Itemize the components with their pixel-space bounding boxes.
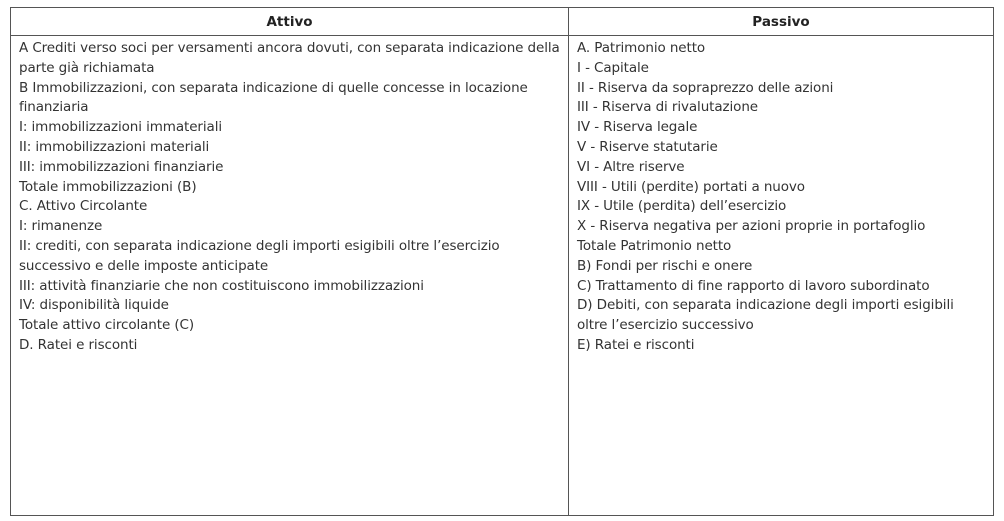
passivo-item: C) Trattamento di fine rapporto di lavoro subordinato: [577, 277, 930, 294]
attivo-item: IV: disponibilità liquide: [19, 297, 169, 314]
attivo-item: III: attività finanziarie che non costituiscono immobilizzazioni: [19, 277, 424, 294]
attivo-item: A Crediti verso soci per versamenti ancora dovuti, con separata indicazione della parte già richiamata: [19, 40, 560, 76]
passivo-cell: [569, 36, 994, 516]
passivo-item: IX - Utile (perdita) dell’esercizio: [577, 198, 787, 215]
passivo-header: Passivo: [569, 8, 994, 36]
attivo-item: I: rimanenze: [19, 218, 103, 235]
attivo-list: [19, 39, 562, 356]
passivo-item: VIII - Utili (perdite) portati a nuovo: [577, 178, 805, 195]
passivo-item: VI - Altre riserve: [577, 158, 685, 175]
passivo-item: II - Riserva da sopraprezzo delle azioni: [577, 79, 834, 96]
passivo-item: I - Capitale: [577, 59, 649, 76]
passivo-item: X - Riserva negativa per azioni proprie in portafoglio: [577, 218, 926, 235]
content-row: [11, 36, 994, 516]
passivo-item: IV - Riserva legale: [577, 119, 698, 136]
passivo-item: A. Patrimonio netto: [577, 40, 706, 56]
attivo-item: C. Attivo Circolante: [19, 198, 148, 215]
attivo-item: III: immobilizzazioni finanziarie: [19, 158, 224, 175]
passivo-list: [577, 39, 987, 356]
attivo-item: D. Ratei e risconti: [19, 336, 138, 353]
passivo-item: V - Riserve statutarie: [577, 138, 718, 155]
attivo-item: II: crediti, con separata indicazione degli importi esigibili oltre l’esercizio successivo e delle imposte anticipate: [19, 237, 500, 274]
attivo-cell: [11, 36, 569, 516]
passivo-item: E) Ratei e risconti: [577, 336, 695, 353]
attivo-item: I: immobilizzazioni immateriali: [19, 119, 222, 136]
passivo-item: III - Riserva di rivalutazione: [577, 99, 758, 116]
attivo-item: Totale attivo circolante (C): [19, 317, 195, 334]
attivo-header: Attivo: [11, 8, 569, 36]
passivo-item: D) Debiti, con separata indicazione degli importi esigibili oltre l’esercizio successivo: [577, 297, 954, 334]
attivo-item: B Immobilizzazioni, con separata indicazione di quelle concesse in locazione finanziaria: [19, 79, 528, 116]
header-row: [11, 8, 994, 36]
balance-sheet-table: [10, 7, 994, 516]
passivo-item: B) Fondi per rischi e onere: [577, 257, 753, 274]
attivo-item: Totale immobilizzazioni (B): [19, 178, 197, 195]
passivo-item: Totale Patrimonio netto: [577, 237, 732, 254]
attivo-item: II: immobilizzazioni materiali: [19, 138, 210, 155]
